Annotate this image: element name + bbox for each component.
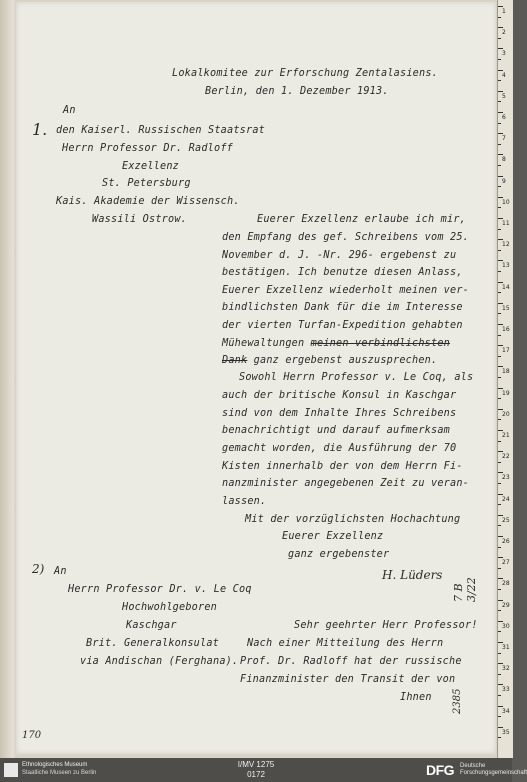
ruler-half-tick [498, 335, 501, 336]
ruler-half-tick [498, 38, 501, 39]
ruler-number: 9 [502, 177, 506, 185]
closing-line3: ganz ergebenster [288, 549, 390, 560]
ruler-half-tick [498, 17, 501, 18]
body1-line8 [222, 338, 450, 349]
ruler-half-tick [498, 80, 501, 81]
ruler-tick [498, 48, 503, 49]
ruler-tick [498, 112, 503, 113]
body1-line7: der vierten Turfan-Expedition gehabten [222, 320, 463, 331]
ruler-half-tick [498, 441, 501, 442]
address1-line3: Exzellenz [122, 161, 180, 172]
closing-line1: Mit der vorzüglichsten Hochachtung [245, 514, 461, 525]
body3-line3: Finanzminister den Transit der von [240, 674, 456, 685]
ruler-half-tick [498, 610, 501, 611]
ruler-tick [498, 388, 503, 389]
address2-line3: Kaschgar [126, 620, 177, 631]
ruler-number: 26 [502, 538, 510, 545]
ruler-half-tick [498, 59, 501, 60]
ruler-half-tick [498, 504, 501, 505]
ruler-half-tick [498, 229, 501, 230]
ruler-number: 5 [502, 92, 506, 100]
ruler-tick [498, 176, 503, 177]
address1-line1: den Kaiserl. Russischen Staatsrat [56, 125, 266, 136]
ruler-number: 6 [502, 114, 506, 121]
body1-line4: bestätigen. Ich benutze diesen Anlass, [222, 267, 463, 278]
ruler-tick [498, 345, 503, 346]
address1-line4: St. Petersburg [102, 178, 191, 189]
ruler-half-tick [498, 356, 501, 357]
body1-line9 [222, 355, 437, 366]
ruler-half-tick [498, 674, 501, 675]
ruler-number: 4 [502, 71, 506, 79]
closing-line2: Euerer Exzellenz [282, 531, 384, 542]
ruler-number: 34 [502, 707, 510, 715]
ruler-number: 35 [502, 728, 510, 736]
ruler-half-tick [498, 419, 501, 420]
ruler-number: 3 [502, 50, 506, 58]
ruler-number: 31 [502, 644, 510, 651]
ruler-half-tick [498, 186, 501, 187]
ruler-tick [498, 663, 503, 664]
ruler-number: 17 [502, 347, 510, 355]
ruler-number: 32 [502, 665, 510, 673]
corner-note: 170 [22, 730, 42, 741]
handwritten-number-1: 1. [32, 120, 48, 139]
ruler-tick [498, 27, 503, 28]
ruler-tick [498, 6, 503, 7]
ruler-number: 25 [502, 516, 510, 524]
ruler-number: 16 [502, 326, 510, 333]
ruler-half-tick [498, 398, 501, 399]
ruler-tick [498, 494, 503, 495]
address2-line2: Hochwohlgeboren [122, 602, 218, 613]
salutation: Sehr geehrter Herr Professor! [294, 620, 478, 631]
ruler-tick [498, 154, 503, 155]
body3-line2: Prof. Dr. Radloff hat der russische [240, 656, 462, 667]
ruler-tick [498, 621, 503, 622]
ruler-number: 33 [502, 686, 510, 694]
page-number: 0172 [247, 770, 265, 779]
body1-line1: Euerer Exzellenz erlaube ich mir, [257, 214, 467, 225]
body1-line8-struck: meinen verbindlichsten [310, 338, 451, 349]
ruler-half-tick [498, 568, 501, 569]
ruler-number: 19 [502, 389, 510, 397]
ruler-tick [498, 70, 503, 71]
ruler-tick [498, 303, 503, 304]
ruler-number: 2 [502, 29, 506, 37]
ruler-tick [498, 409, 503, 410]
ruler-number: 11 [502, 220, 510, 227]
ruler-tick [498, 218, 503, 219]
body2-line4: benachrichtigt und darauf aufmerksam [222, 425, 451, 436]
body2-line6: Kisten innerhalb der von dem Herrn Fi- [222, 461, 463, 472]
ruler-half-tick [498, 377, 501, 378]
ruler-number: 7 [502, 135, 506, 143]
dfg-logo [426, 761, 527, 779]
ruler-tick [498, 515, 503, 516]
ruler-tick [498, 451, 503, 452]
ruler-half-tick [498, 716, 501, 717]
ruler-tick [498, 430, 503, 431]
ruler-number: 30 [502, 622, 510, 630]
ruler-half-tick [498, 144, 501, 145]
ruler-number: 10 [502, 198, 510, 206]
ruler-tick [498, 366, 503, 367]
recipient-an-1: An [63, 105, 76, 116]
ruler-tick [498, 684, 503, 685]
ruler-half-tick [498, 695, 501, 696]
ruler-number: 1 [502, 8, 506, 15]
body2-line7: nanzminister angegebenen Zeit zu veran- [222, 478, 470, 489]
body1-line9-text: ganz ergebenst auszusprechen. [247, 355, 438, 366]
ruler-tick [498, 706, 503, 707]
body3-line4: Ihnen [400, 692, 432, 703]
ruler-half-tick [498, 123, 501, 124]
ruler-half-tick [498, 313, 501, 314]
margin-note-bottom: 2385 [452, 688, 463, 714]
body1-line9-struck: Dank [222, 355, 248, 366]
ruler-tick [498, 727, 503, 728]
address1-line6: Wassili Ostrow. [92, 214, 188, 225]
museum-logo-line1: Ethnologisches Museum [22, 762, 88, 768]
ruler-tick [498, 600, 503, 601]
ruler-half-tick [498, 737, 501, 738]
dfg-logo-sub2: Forschungsgemeinschaft [460, 770, 527, 776]
ruler-half-tick [498, 653, 501, 654]
body3-line1: Nach einer Mitteilung des Herrn [247, 638, 444, 649]
ruler-tick [498, 91, 503, 92]
body2-line1: Sowohl Herrn Professor v. Le Coq, als [239, 372, 474, 383]
ruler-number: 15 [502, 304, 510, 312]
ruler-tick [498, 133, 503, 134]
ruler-tick [498, 536, 503, 537]
body1-line5: Euerer Exzellenz wiederholt meinen ver- [222, 285, 470, 296]
body2-line3: sind von dem Inhalte Ihres Schreibens [222, 408, 457, 419]
ruler-number: 27 [502, 559, 510, 567]
body1-line3: November d. J. -Nr. 296- ergebenst zu [222, 250, 457, 261]
ruler-tick [498, 557, 503, 558]
ruler-tick [498, 642, 503, 643]
letter-header-org: Lokalkomitee zur Erforschung Zentalasiens. [172, 68, 439, 79]
body1-line2: den Empfang des gef. Schreibens vom 25. [222, 232, 470, 243]
address1-line5: Kais. Akademie der Wissensch. [56, 196, 240, 207]
ruler-half-tick [498, 525, 501, 526]
letter-page [16, 2, 496, 754]
address1-line2: Herrn Professor Dr. Radloff [62, 143, 234, 154]
ruler-number: 14 [502, 283, 510, 291]
ruler-number: 13 [502, 262, 510, 270]
address2-line5: via Andischan (Ferghana). [80, 656, 239, 667]
paper-edge [0, 0, 14, 758]
museum-logo [4, 761, 114, 779]
address2-line1: Herrn Professor Dr. v. Le Coq [68, 584, 252, 595]
margin-note-top: 7 B 3/22 [452, 577, 478, 602]
ruler-half-tick [498, 631, 501, 632]
ruler-number: 29 [502, 601, 510, 609]
ruler-half-tick [498, 589, 501, 590]
ruler-number: 8 [502, 156, 506, 164]
measurement-ruler [497, 0, 513, 758]
museum-logo-mark [4, 763, 18, 777]
ruler-half-tick [498, 271, 501, 272]
ruler-number: 23 [502, 474, 510, 482]
ruler-half-tick [498, 101, 501, 102]
ruler-half-tick [498, 462, 501, 463]
body2-line5: gemacht worden, die Ausführung der 70 [222, 443, 457, 454]
ruler-half-tick [498, 547, 501, 548]
ruler-half-tick [498, 250, 501, 251]
ruler-number: 21 [502, 432, 510, 439]
inventory-number: I/MV 1275 [237, 760, 275, 769]
archive-footer [0, 758, 527, 782]
ruler-half-tick [498, 292, 501, 293]
museum-logo-line2: Staatliche Museen zu Berlin [22, 770, 97, 776]
handwritten-number-2: 2) [32, 562, 45, 576]
ruler-number: 18 [502, 368, 510, 376]
body1-line6: bindlichsten Dank für die im Interesse [222, 302, 463, 313]
body2-line8: lassen. [222, 496, 267, 507]
ruler-number: 20 [502, 410, 510, 418]
ruler-half-tick [498, 207, 501, 208]
letter-header-date: Berlin, den 1. Dezember 1913. [205, 86, 389, 97]
recipient-an-2: An [54, 566, 67, 577]
ruler-number: 12 [502, 241, 510, 249]
dfg-logo-text: DFG [426, 762, 455, 778]
ruler-tick [498, 472, 503, 473]
ruler-tick [498, 578, 503, 579]
dfg-logo-sub1: Deutsche [460, 763, 486, 769]
ruler-half-tick [498, 483, 501, 484]
ruler-tick [498, 282, 503, 283]
body2-line2: auch der britische Konsul in Kaschgar [222, 390, 457, 401]
body1-line8-text: Mühewaltungen [222, 338, 311, 349]
ruler-tick [498, 260, 503, 261]
handwritten-signature: H. Lüders [382, 568, 443, 582]
ruler-tick [498, 239, 503, 240]
ruler-number: 22 [502, 453, 510, 461]
ruler-number: 24 [502, 495, 510, 503]
ruler-number: 28 [502, 580, 510, 588]
address2-line4: Brit. Generalkonsulat [86, 638, 220, 649]
ruler-tick [498, 324, 503, 325]
ruler-tick [498, 197, 503, 198]
ruler-half-tick [498, 165, 501, 166]
